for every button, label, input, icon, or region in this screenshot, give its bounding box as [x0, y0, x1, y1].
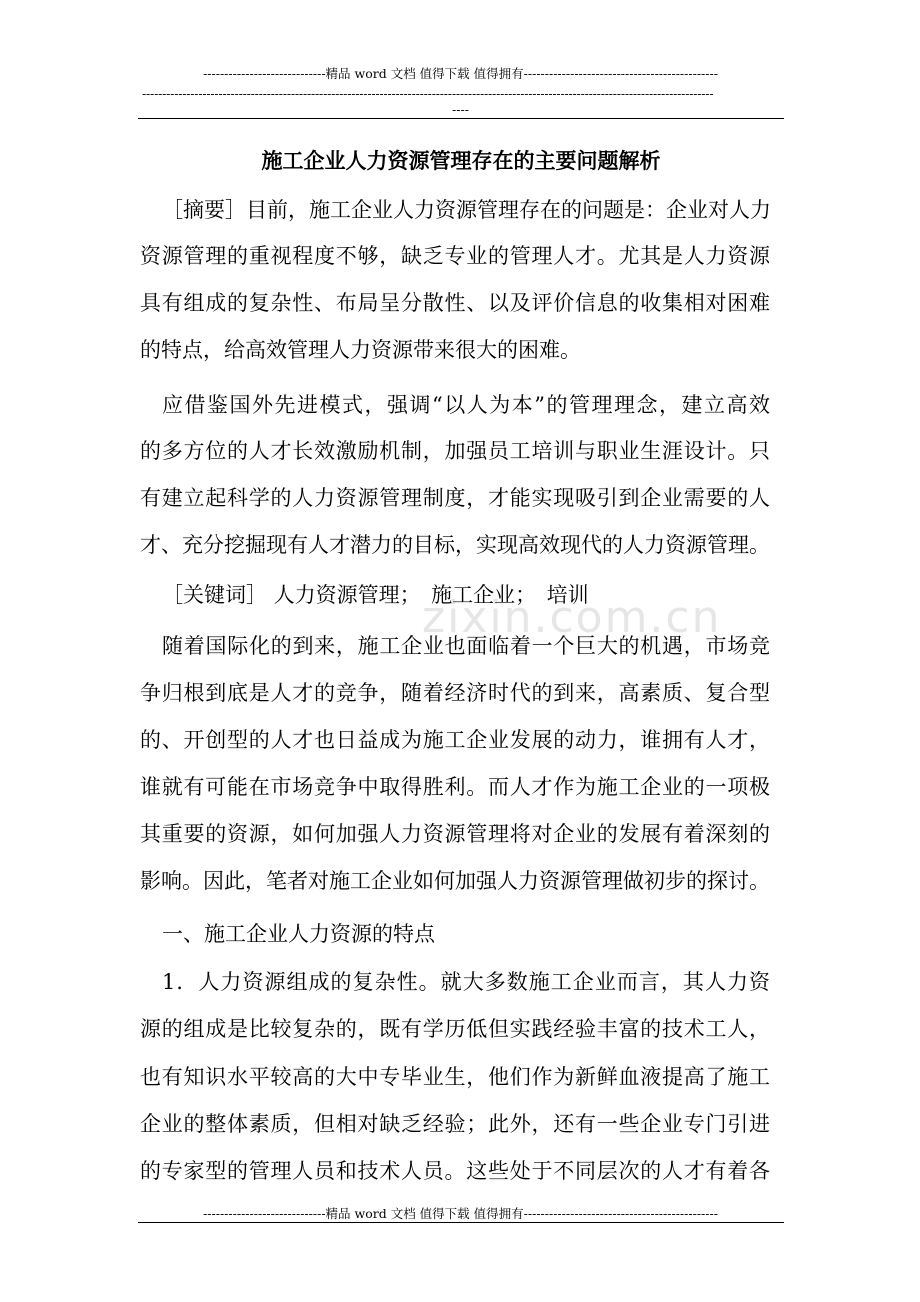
abstract-line: ［摘要］目前，施工企业人力资源管理存在的问题是：企业对人力	[162, 198, 771, 222]
document-title: 施工企业人力资源管理存在的主要问题解析	[261, 148, 661, 173]
paragraph-line: 谁就有可能在市场竞争中取得胜利。而人才作为施工企业的一项极	[140, 775, 770, 799]
footer-rule	[138, 1222, 784, 1223]
paragraph-line: 1．人力资源组成的复杂性。就大多数施工企业而言，其人力资	[162, 970, 770, 994]
paragraph-line: 其重要的资源，如何加强人力资源管理将对企业的发展有着深刻的	[140, 822, 770, 846]
header-banner: -----------------------------精品 word 文档 值得下载 值得拥有----------------------------------------------	[203, 66, 718, 81]
paragraph-line: 有建立起科学的人力资源管理制度，才能实现吸引到企业需要的人	[140, 486, 770, 510]
paragraph-line: 才、充分挖掘现有人才潜力的目标，实现高效现代的人力资源管理。	[140, 533, 770, 557]
paragraph-line: 也有知识水平较高的大中专毕业生，他们作为新鲜血液提高了施工	[140, 1065, 770, 1089]
footer-banner: -----------------------------精品 word 文档 值得下载 值得拥有----------------------------------------------	[203, 1206, 718, 1221]
paragraph-line: 的专家型的管理人员和技术人员。这些处于不同层次的人才有着各	[140, 1159, 770, 1183]
paragraph-line: 争归根到底是人才的竞争，随着经济时代的到来，高素质、复合型	[140, 681, 770, 705]
paragraph-line: 随着国际化的到来，施工企业也面临着一个巨大的机遇，市场竞	[162, 634, 770, 658]
abstract-line: 的特点，给高效管理人力资源带来很大的困难。	[140, 338, 581, 362]
watermark: zixin.com.cn	[422, 592, 722, 643]
paragraph-line: 企业的整体素质，但相对缺乏经验；此外，还有一些企业专门引进	[140, 1112, 770, 1136]
paragraph-line: 影响。因此，笔者对施工企业如何加强人力资源管理做初步的探讨。	[140, 869, 770, 893]
header-rule	[138, 118, 784, 119]
paragraph-line: 源的组成是比较复杂的，既有学历低但实践经验丰富的技术工人，	[140, 1017, 770, 1041]
section-heading: 一、施工企业人力资源的特点	[162, 922, 435, 946]
header-dash-line: ----------------------------------------------------------------------------------------------------------------------------------------------	[142, 86, 714, 101]
abstract-line: 具有组成的复杂性、布局呈分散性、以及评价信息的收集相对困难	[140, 291, 770, 315]
header-dash-tail: ----	[452, 102, 469, 117]
abstract-line: 资源管理的重视程度不够，缺乏专业的管理人才。尤其是人力资源	[140, 244, 770, 268]
paragraph-line: 的多方位的人才长效激励机制，加强员工培训与职业生涯设计。只	[140, 439, 770, 463]
keywords-line: ［关键词］ 人力资源管理； 施工企业； 培训	[162, 583, 589, 607]
paragraph-line: 应借鉴国外先进模式，强调“以人为本”的管理理念，建立高效	[162, 393, 770, 417]
paragraph-line: 的、开创型的人才也日益成为施工企业发展的动力，谁拥有人才，	[140, 728, 770, 752]
